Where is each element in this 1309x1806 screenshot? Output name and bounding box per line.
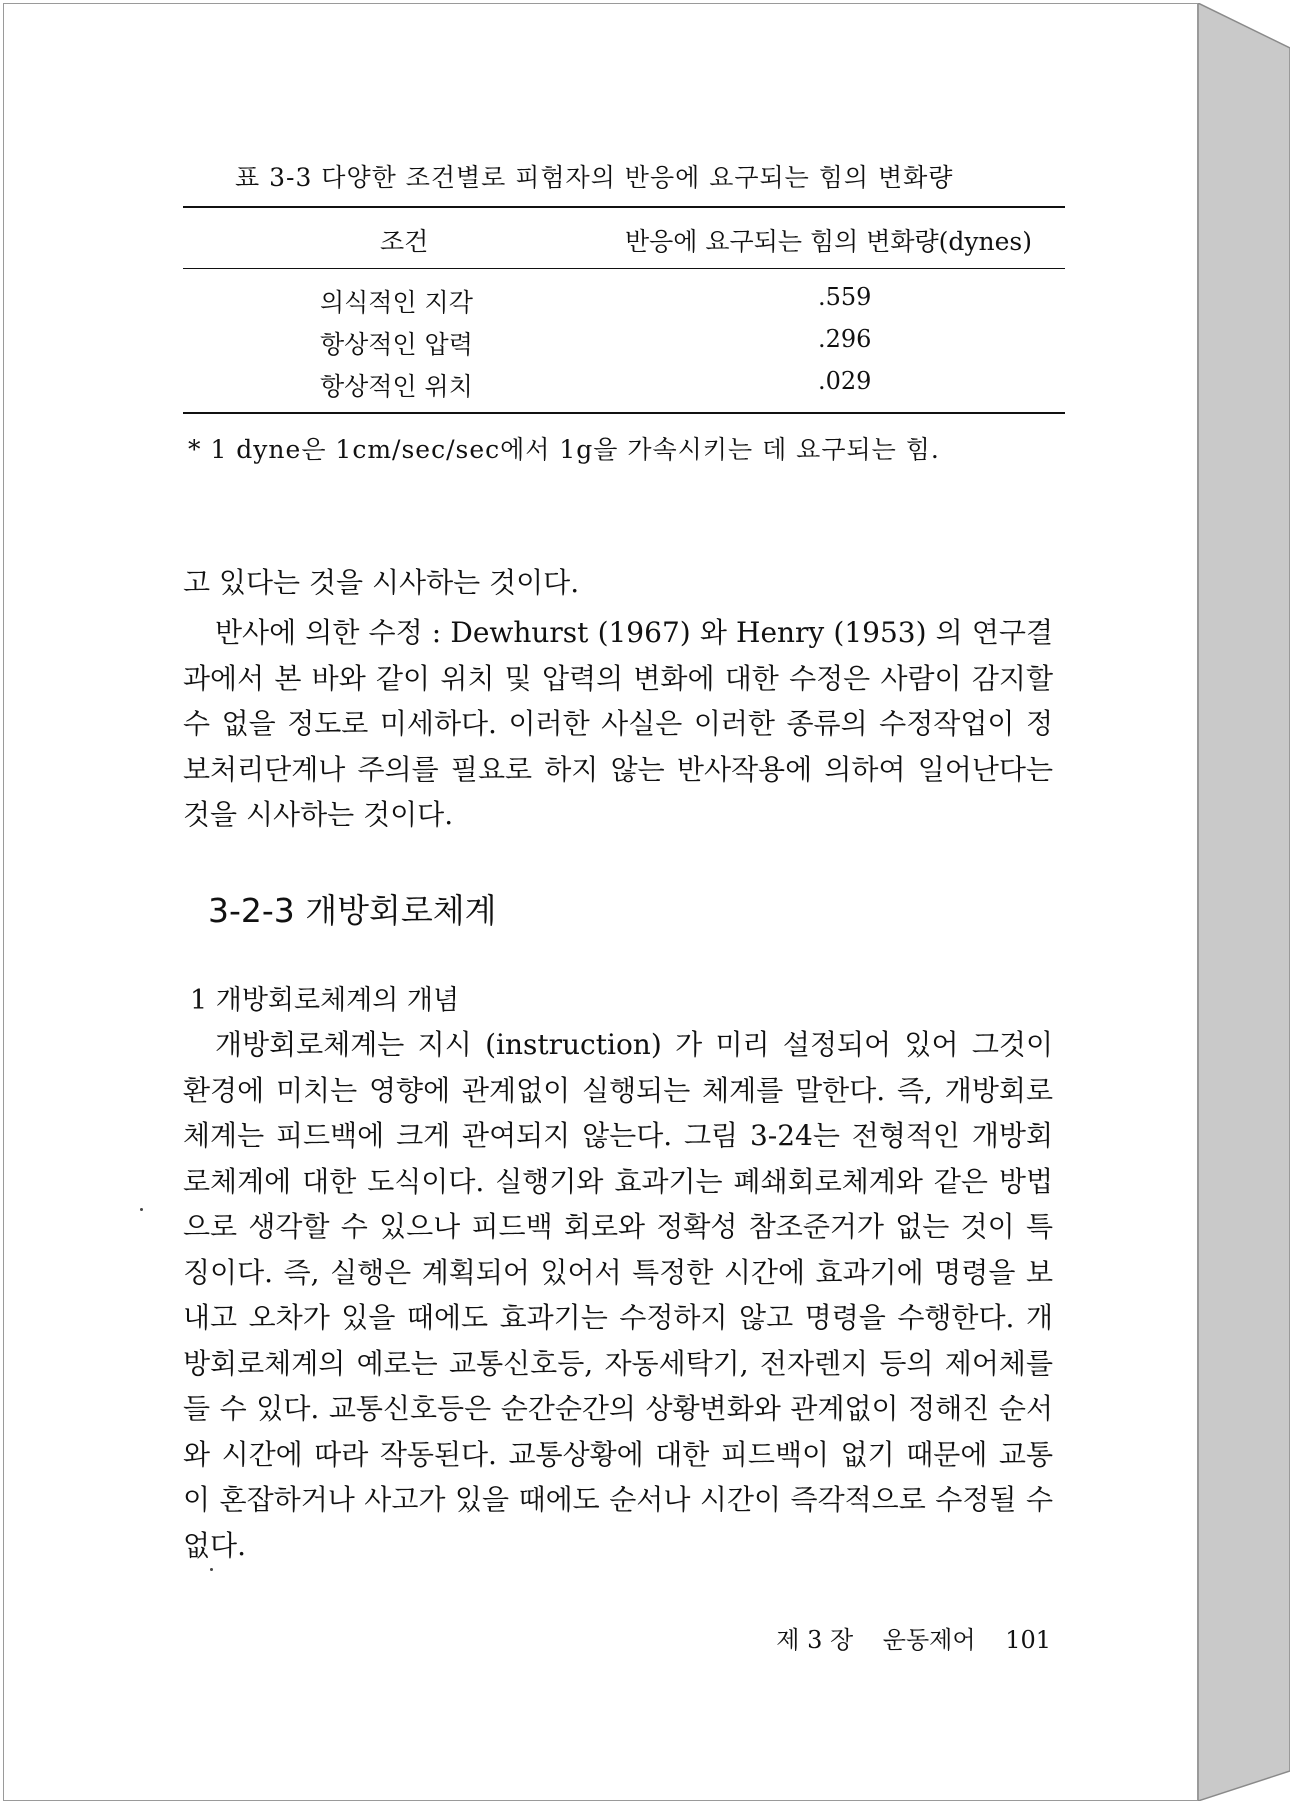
table-cell-condition: 의식적인 지각 — [320, 288, 473, 317]
section-heading: 3-2-3 개방회로체계 — [208, 891, 497, 930]
scan-speck — [210, 1568, 213, 1571]
table-cell-value: .029 — [818, 367, 872, 395]
table-cell-condition: 항상적인 압력 — [320, 330, 473, 359]
table-bottom-rule — [183, 412, 1065, 414]
scan-speck — [140, 1208, 143, 1211]
table-footnote: * 1 dyne은 1cm/sec/sec에서 1g을 가속시키는 데 요구되는 힘. — [188, 435, 940, 464]
body-paragraph-continuation: 고 있다는 것을 시사하는 것이다. — [183, 566, 580, 599]
table-header-force-change: 반응에 요구되는 힘의 변화량(dynes) — [625, 227, 1033, 256]
table-header-condition: 조건 — [380, 227, 429, 256]
book-page-edge — [1198, 3, 1290, 1801]
page-footer — [776, 1620, 1051, 1655]
subsection-heading: 1 개방회로체계의 개념 — [190, 985, 460, 1016]
table-cell-value: .559 — [818, 283, 872, 311]
footer-title: 운동제어 — [882, 1626, 976, 1654]
table-cell-condition: 항상적인 위치 — [320, 372, 473, 401]
table-caption: 표 3-3 다양한 조건별로 피험자의 반응에 요구되는 힘의 변화량 — [235, 163, 954, 192]
table-cell-value: .296 — [818, 325, 872, 353]
table-header-rule — [183, 268, 1065, 269]
footer-chapter: 제 3 장 — [776, 1626, 854, 1654]
body-paragraph-open-loop: 개방회로체계는 지시 (instruction) 가 미리 설정되어 있어 그것이 환경에 미치는 영향에 관계없이 실행되는 체계를 말한다. 즉, 개방회로 체계는 피드백에 크게 관여되지 않는다. 그림 3-24는 전형적인 개방회로체계에 대한 도식이다. 실행기와 효과기는 폐쇄회로체계와 같은 방법으로 생각할 수 있으나 피드백 회로와 정확성 참조준거가 없는 것이 특징이다. 즉, 실행은 계획되어 있어서 특정한 시간에 효과기에 명령을 보내고 오차가 있을 때에도 효과기는 수정하지 않고 명령을 수행한다. 개방회로체계의 예로는 교통신호등, 자동세탁기, 전자렌지 등의 제어체를 들 수 있다. 교통신호등은 순간순간의 상황변화와 관계없이 정해진 순서와 시간에 따라 작동된다. 교통상황에 대한 피드백이 없기 때문에 교통이 혼잡하거나 사고가 있을 때에도 순서나 시간이 즉각적으로 수정될 수 없다. — [183, 1028, 1053, 1562]
page-number: 101 — [1005, 1626, 1051, 1654]
table-top-rule — [183, 206, 1065, 208]
body-paragraph-reflex-correction: 반사에 의한 수정 : Dewhurst (1967) 와 Henry (1953) 의 연구결과에서 본 바와 같이 위치 및 압력의 변화에 대한 수정은 사람이 감지할 수 없을 정도로 미세하다. 이러한 사실은 이러한 종류의 수정작업이 정보처리단계나 주의를 필요로 하지 않는 반사작용에 의하여 일어난다는 것을 시사하는 것이다. — [183, 616, 1053, 831]
